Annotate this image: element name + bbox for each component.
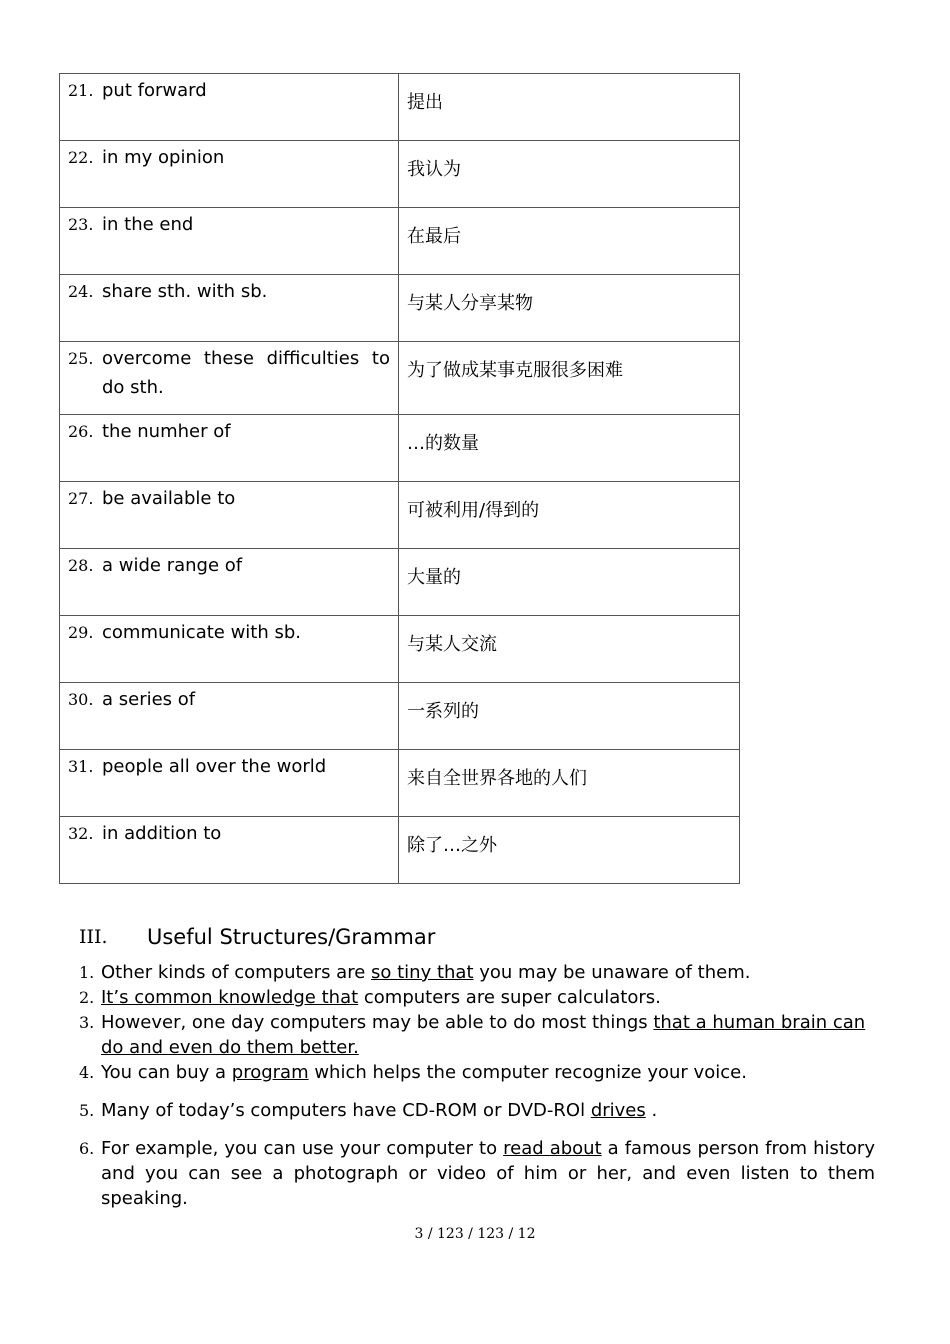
underlined-structure: that a human brain can do and even do them better.: [101, 1012, 866, 1058]
table-row: [60, 141, 740, 208]
list-number: 1.: [79, 963, 95, 982]
section-title: Useful Structures/Grammar: [147, 925, 436, 949]
chinese-meaning: 除了…之外: [399, 817, 740, 884]
underlined-structure: read about: [503, 1138, 602, 1159]
table-row: [60, 549, 740, 616]
english-phrase: communicate with sb.: [102, 622, 302, 643]
chinese-meaning: 为了做成某事克服很多困难: [399, 342, 740, 415]
list-number: 4.: [79, 1063, 95, 1082]
sentence: Other kinds of computers are so tiny that you may be unaware of them.: [101, 962, 751, 983]
list-item: [79, 1136, 875, 1211]
english-phrase: people all over the world: [102, 756, 327, 777]
item-number: 27.: [68, 489, 94, 508]
chinese-meaning: 来自全世界各地的人们: [399, 750, 740, 817]
english-phrase: be available to: [102, 488, 236, 509]
english-phrase: put forward: [102, 80, 207, 101]
table-row: [60, 616, 740, 683]
chinese-meaning: 可被利用/得到的: [399, 482, 740, 549]
underlined-structure: It’s common knowledge that: [101, 987, 359, 1008]
chinese-meaning: …的数量: [399, 415, 740, 482]
list-item: [79, 1060, 875, 1085]
grammar-list: [79, 960, 875, 1211]
list-number: 6.: [79, 1139, 95, 1158]
sentence: Many of today’s computers have CD-ROM or DVD-ROl drives .: [101, 1100, 658, 1121]
vocabulary-table: [59, 73, 740, 884]
table-row: [60, 482, 740, 549]
item-number: 28.: [68, 556, 94, 575]
item-number: 22.: [68, 148, 94, 167]
english-phrase: a series of: [102, 689, 196, 710]
chinese-meaning: 与某人交流: [399, 616, 740, 683]
chinese-meaning: 大量的: [399, 549, 740, 616]
table-row: [60, 683, 740, 750]
table-row: [60, 275, 740, 342]
chinese-meaning: 在最后: [399, 208, 740, 275]
list-item: [79, 1098, 875, 1123]
chinese-meaning: 一系列的: [399, 683, 740, 750]
table-row: [60, 208, 740, 275]
table-row: [60, 74, 740, 141]
item-number: 30.: [68, 690, 94, 709]
english-phrase: in addition to: [102, 823, 222, 844]
sentence: You can buy a program which helps the computer recognize your voice.: [101, 1062, 747, 1083]
list-item: [79, 960, 875, 985]
list-number: 5.: [79, 1101, 95, 1120]
chinese-meaning: 提出: [399, 74, 740, 141]
english-phrase: in my opinion: [102, 147, 225, 168]
table-row: [60, 415, 740, 482]
sentence: For example, you can use your computer to read about a famous person from history and you can see a photograph or video of him or her, and even listen to them speaking.: [101, 1138, 875, 1209]
english-phrase: the numher of: [102, 421, 231, 442]
table-row: [60, 817, 740, 884]
underlined-structure: drives: [590, 1100, 646, 1121]
item-number: 31.: [68, 757, 94, 776]
list-number: 2.: [79, 988, 95, 1007]
english-phrase: share sth. with sb.: [102, 281, 268, 302]
english-phrase: overcome these difficulties to do sth.: [102, 348, 390, 398]
list-number: 3.: [79, 1013, 95, 1032]
underlined-structure: so tiny that: [371, 962, 474, 983]
item-number: 25.: [68, 349, 94, 368]
item-number: 21.: [68, 81, 94, 100]
english-phrase: a wide range of: [102, 555, 243, 576]
section-number: III.: [79, 926, 108, 948]
chinese-meaning: 我认为: [399, 141, 740, 208]
sentence: It’s common knowledge that computers are super calculators.: [101, 987, 661, 1008]
item-number: 23.: [68, 215, 94, 234]
item-number: 32.: [68, 824, 94, 843]
sentence: However, one day computers may be able to do most things that a human brain can do and even do them better.: [101, 1012, 866, 1058]
page-footer: 3 / 123 / 123 / 12: [414, 1226, 536, 1242]
underlined-structure: program: [231, 1062, 309, 1083]
section-heading: [79, 922, 435, 952]
english-phrase: in the end: [102, 214, 194, 235]
table-row: [60, 750, 740, 817]
table-row: [60, 342, 740, 415]
item-number: 26.: [68, 422, 94, 441]
item-number: 24.: [68, 282, 94, 301]
chinese-meaning: 与某人分享某物: [399, 275, 740, 342]
list-item: [79, 1010, 875, 1060]
list-item: [79, 985, 875, 1010]
item-number: 29.: [68, 623, 94, 642]
